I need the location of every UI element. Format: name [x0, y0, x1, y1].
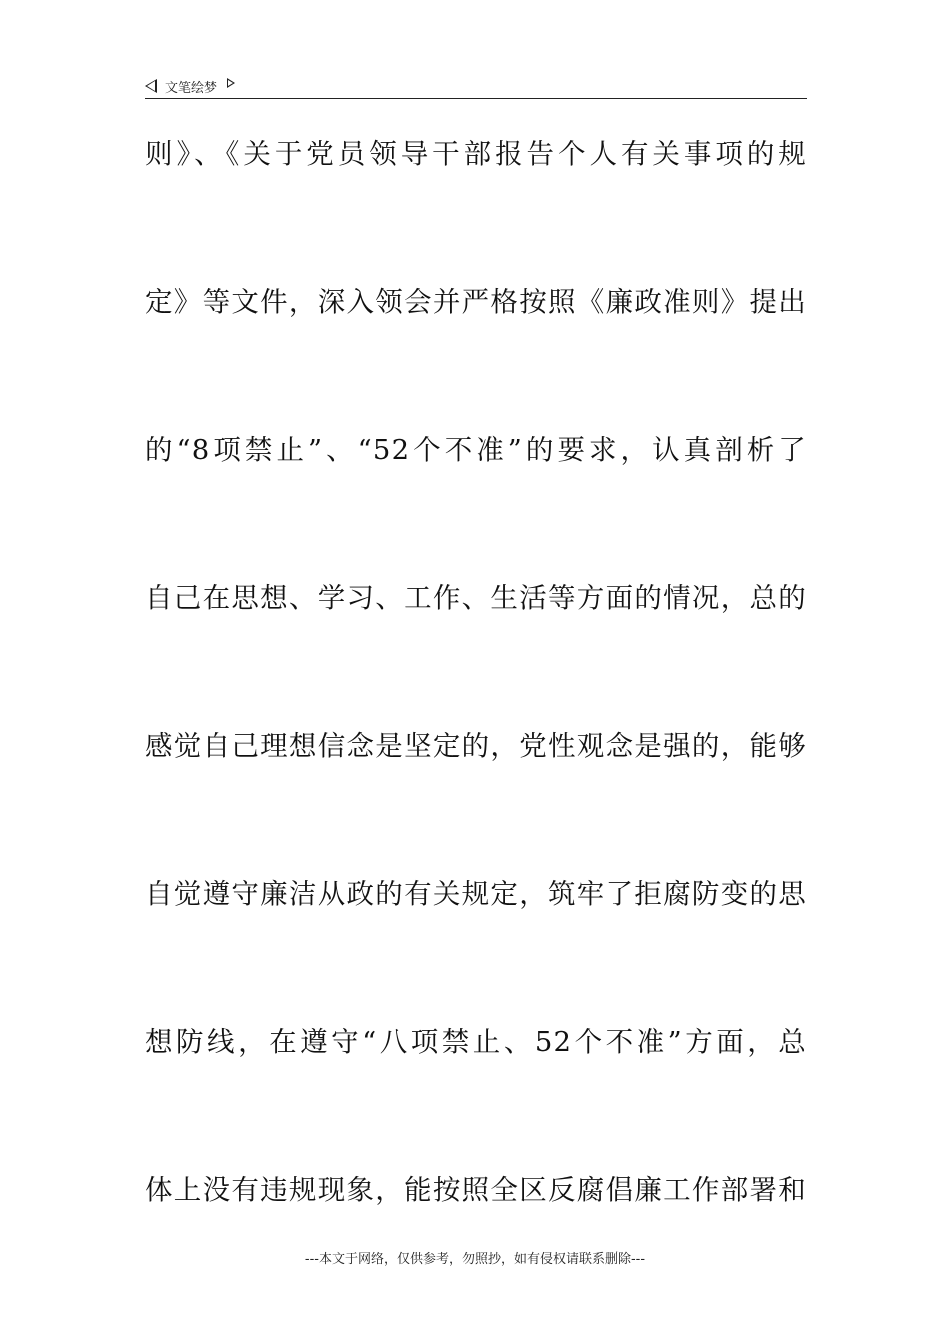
body-line: 自觉遵守廉洁从政的有关规定，筑牢了拒腐防变的思: [145, 878, 807, 910]
document-body: [145, 124, 807, 1308]
footer-notice: ---本文于网络，仅供参考，勿照抄，如有侵权请联系删除---: [304, 1252, 646, 1267]
body-line: 自己在思想、学习、工作、生活等方面的情况，总的: [145, 582, 807, 614]
triangle-right-icon: [227, 78, 235, 88]
header-divider: [145, 98, 807, 99]
header-title: 文笔绘梦: [165, 80, 218, 96]
body-line: 则》、《关于党员领导干部报告个人有关事项的规: [145, 138, 807, 170]
body-line: 定》等文件，深入领会并严格按照《廉政准则》提出: [145, 286, 807, 318]
page-header: [145, 74, 807, 98]
body-line: 的“8项禁止”、“52个不准”的要求，认真剖析了: [145, 434, 807, 466]
triangle-left-icon: [145, 79, 157, 93]
body-line: 感觉自己理想信念是坚定的，党性观念是强的，能够: [145, 730, 807, 762]
body-line: 想防线，在遵守“八项禁止、52个不准”方面，总: [145, 1026, 807, 1058]
body-line: 体上没有违规现象，能按照全区反腐倡廉工作部署和: [145, 1174, 807, 1206]
